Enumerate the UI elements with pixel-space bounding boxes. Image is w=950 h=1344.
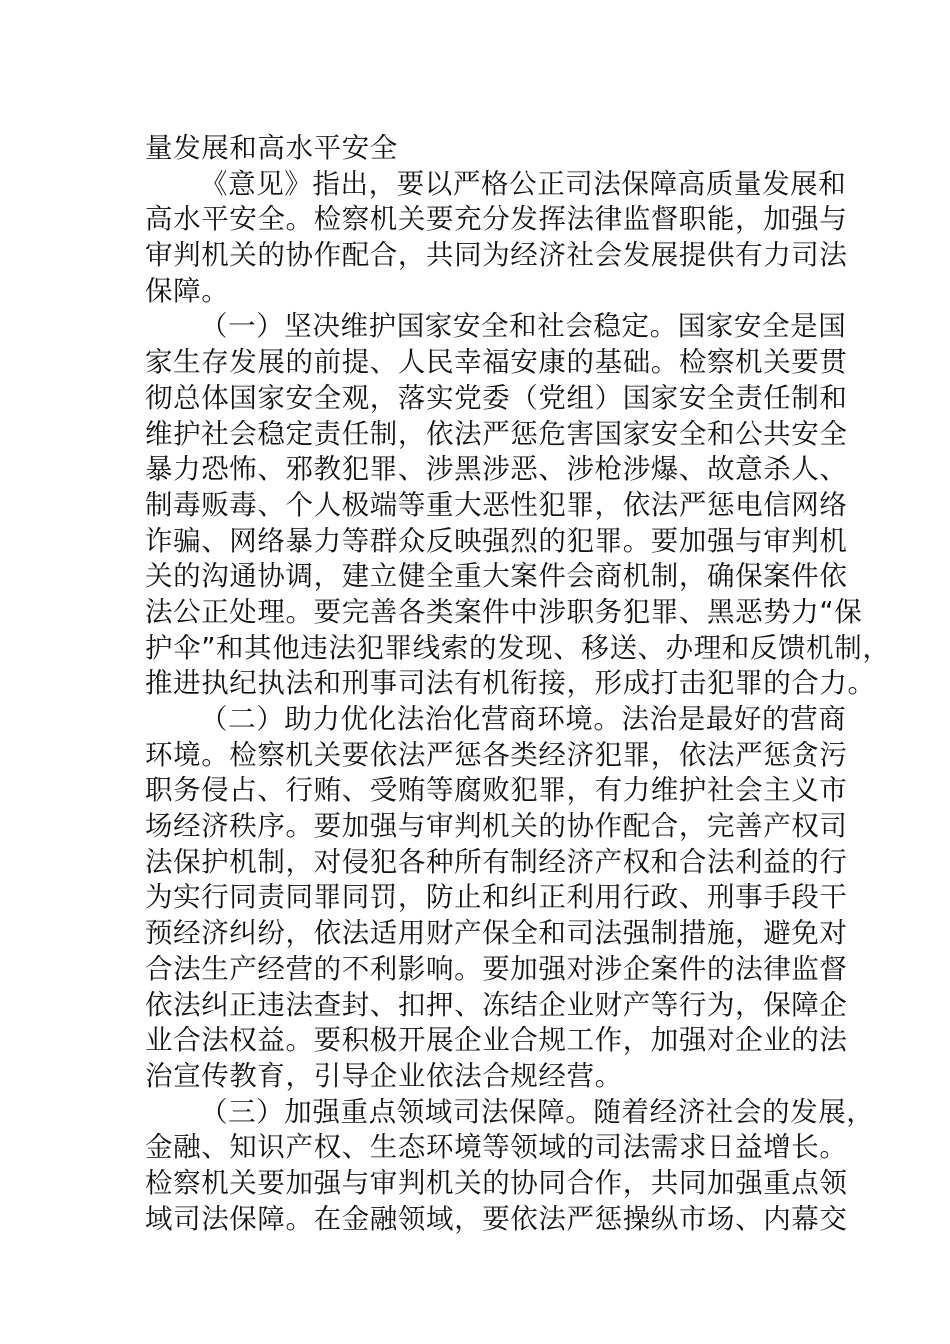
- text-line: 环境。检察机关要依法严惩各类经济犯罪，依法严惩贪污: [145, 738, 848, 771]
- text-line: 维护社会稳定责任制，依法严惩危害国家安全和公共安全: [145, 417, 848, 450]
- text-line: 治宣传教育，引导企业依法合规经营。: [145, 1059, 623, 1092]
- text-line: 审判机关的协作配合，共同为经济社会发展提供有力司法: [145, 239, 848, 272]
- text-line: 场经济秩序。要加强与审判机关的协作配合，完善产权司: [145, 810, 848, 843]
- text-line: 域司法保障。在金融领域，要依法严惩操纵市场、内幕交: [145, 1202, 848, 1235]
- text-line: 推进执纪执法和刑事司法有机衔接，形成打击犯罪的合力。: [145, 667, 876, 700]
- text-line: 法公正处理。要完善各类案件中涉职务犯罪、黑恶势力“保: [145, 595, 863, 628]
- text-line: 护伞”和其他违法犯罪线索的发现、移送、办理和反馈机制，: [145, 631, 891, 664]
- text-line: 《意见》指出，要以严格公正司法保障高质量发展和: [200, 167, 847, 200]
- text-line: 高水平安全。检察机关要充分发挥法律监督职能，加强与: [145, 203, 848, 236]
- text-line: （三）加强重点领域司法保障。随着经济社会的发展，: [200, 1095, 875, 1128]
- text-line: 诈骗、网络暴力等群众反映强烈的犯罪。要加强与审判机: [145, 524, 848, 557]
- text-line: 法保护机制，对侵犯各种所有制经济产权和合法利益的行: [145, 845, 848, 878]
- text-line: 彻总体国家安全观，落实党委（党组）国家安全责任制和: [145, 381, 848, 414]
- text-line: 业合法权益。要积极开展企业合规工作，加强对企业的法: [145, 1024, 848, 1057]
- text-line: 为实行同责同罪同罚，防止和纠正利用行政、刑事手段干: [145, 881, 848, 914]
- document-body: [145, 131, 891, 1237]
- text-line: 量发展和高水平安全: [145, 132, 398, 164]
- text-line: 制毒贩毒、个人极端等重大恶性犯罪，依法严惩电信网络: [145, 488, 848, 521]
- text-line: 合法生产经营的不利影响。要加强对涉企案件的法律监督: [145, 952, 848, 985]
- text-line: 保障。: [145, 274, 230, 307]
- text-line: 关的沟通协调，建立健全重大案件会商机制，确保案件依: [145, 560, 848, 593]
- text-line: 预经济纠纷，依法适用财产保全和司法强制措施，避免对: [145, 917, 848, 950]
- text-line: 暴力恐怖、邪教犯罪、涉黑涉恶、涉枪涉爆、故意杀人、: [145, 453, 848, 486]
- text-line: 家生存发展的前提、人民幸福安康的基础。检察机关要贯: [145, 346, 848, 379]
- text-line: 检察机关要加强与审判机关的协同合作，共同加强重点领: [145, 1166, 848, 1199]
- text-line: （二）助力优化法治化营商环境。法治是最好的营商: [200, 703, 847, 735]
- text-line: 职务侵占、行贿、受贿等腐败犯罪，有力维护社会主义市: [145, 774, 848, 807]
- text-line: 金融、知识产权、生态环境等领域的司法需求日益增长。: [145, 1131, 848, 1164]
- text-line: （一）坚决维护国家安全和社会稳定。国家安全是国: [200, 310, 847, 343]
- text-line: 依法纠正违法查封、扣押、冻结企业财产等行为，保障企: [145, 988, 848, 1021]
